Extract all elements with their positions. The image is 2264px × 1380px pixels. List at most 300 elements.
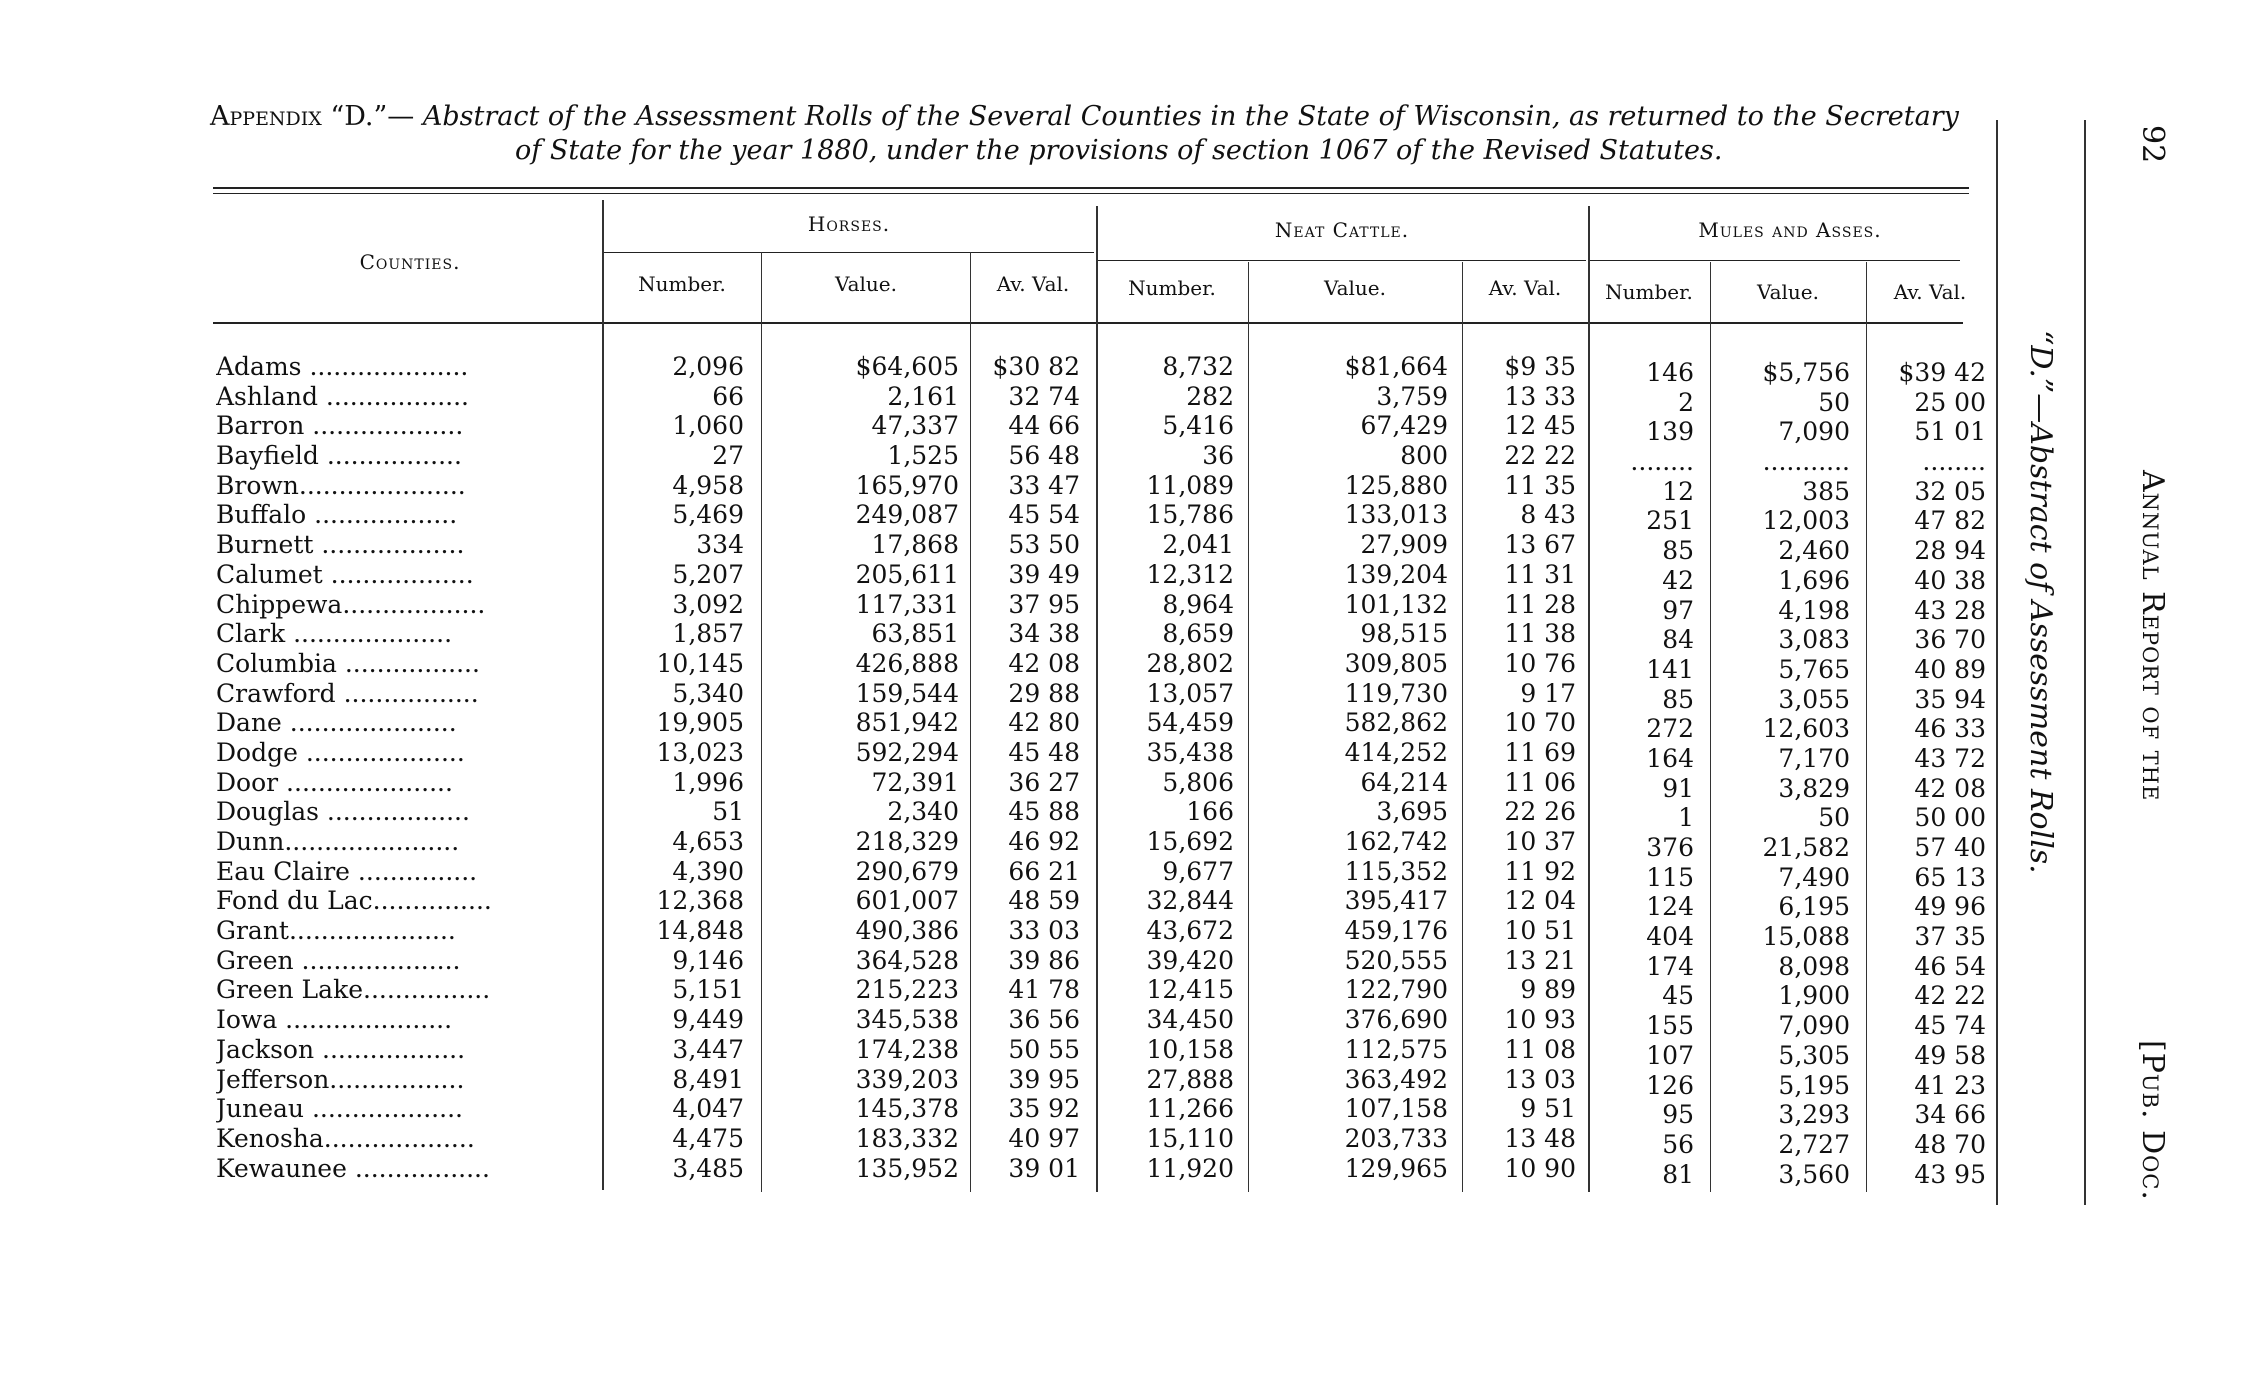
- table-cell-m-num: 95: [1662, 1100, 1694, 1130]
- table-cell-m-num: 107: [1646, 1040, 1694, 1070]
- table-cell-h-num: 3,447: [672, 1034, 744, 1064]
- table-cell-h-val: 290,679: [855, 856, 959, 886]
- table-cell-m-num: 251: [1646, 506, 1694, 536]
- mules-value-header: Value.: [1756, 280, 1819, 304]
- table-cell-county: Barron ...................: [216, 411, 464, 441]
- table-cell-h-val: 426,888: [855, 648, 959, 678]
- table-cell-county: Chippewa..................: [216, 589, 486, 619]
- table-cell-m-num: 115: [1646, 862, 1694, 892]
- table-cell-m-val: 12,603: [1762, 714, 1850, 744]
- table-cell-m-num: 81: [1662, 1159, 1694, 1189]
- table-cell-c-av: 11 06: [1504, 767, 1576, 797]
- table-cell-m-av: 34 66: [1914, 1100, 1986, 1130]
- table-cell-c-val: 520,555: [1344, 945, 1448, 975]
- table-cell-c-num: 9,677: [1162, 856, 1234, 886]
- table-cell-c-av: 11 28: [1504, 589, 1576, 619]
- table-cell-h-num: 10,145: [656, 648, 744, 678]
- cattle-header: Neat Cattle.: [1274, 218, 1410, 242]
- horses-header: Horses.: [807, 212, 891, 236]
- table-cell-h-num: 19,905: [656, 708, 744, 738]
- column-divider: [1248, 262, 1249, 1192]
- table-cell-county: Dodge ....................: [216, 737, 465, 767]
- table-cell-h-num: 3,485: [672, 1153, 744, 1183]
- table-cell-county: Grant.....................: [216, 916, 456, 946]
- table-cell-c-val: 101,132: [1344, 589, 1448, 619]
- table-cell-county: Jefferson.................: [216, 1064, 465, 1094]
- table-cell-h-val: 205,611: [855, 559, 959, 589]
- table-cell-h-av: 48 59: [1008, 886, 1080, 916]
- table-cell-m-val: 3,293: [1778, 1100, 1850, 1130]
- table-cell-m-val: 2,727: [1778, 1129, 1850, 1159]
- table-cell-county: Bayfield .................: [216, 441, 462, 471]
- table-cell-c-val: 414,252: [1344, 737, 1448, 767]
- side-abstract-label: “D.”—Abstract of Assessment Rolls.: [2023, 330, 2058, 874]
- column-divider: [761, 252, 762, 1192]
- table-cell-m-val: 385: [1802, 476, 1850, 506]
- table-cell-c-num: 11,266: [1146, 1094, 1234, 1124]
- table-cell-c-val: 125,880: [1344, 470, 1448, 500]
- table-cell-m-av: 40 89: [1914, 654, 1986, 684]
- table-cell-c-av: 9 51: [1520, 1094, 1576, 1124]
- top-rule: [213, 187, 1969, 189]
- table-cell-m-val: 7,490: [1778, 862, 1850, 892]
- table-cell-c-num: 8,964: [1162, 589, 1234, 619]
- table-cell-c-num: 2,041: [1162, 530, 1234, 560]
- counties-header: Counties.: [359, 250, 461, 274]
- table-cell-m-val: 7,090: [1778, 1011, 1850, 1041]
- table-cell-h-val: 339,203: [855, 1064, 959, 1094]
- mules-number-header: Number.: [1605, 280, 1693, 304]
- table-cell-h-av: 56 48: [1008, 441, 1080, 471]
- table-cell-c-av: 11 31: [1504, 559, 1576, 589]
- table-cell-c-num: 13,057: [1146, 678, 1234, 708]
- table-cell-h-av: 39 86: [1008, 945, 1080, 975]
- table-cell-h-num: 5,151: [672, 975, 744, 1005]
- horses-avval-header: Av. Val.: [996, 272, 1070, 296]
- table-cell-h-num: 2,096: [672, 352, 744, 381]
- table-cell-c-val: 27,909: [1360, 530, 1448, 560]
- table-cell-m-val: 3,083: [1778, 625, 1850, 655]
- table-cell-h-av: 39 01: [1008, 1153, 1080, 1183]
- table-cell-m-av: $39 42: [1898, 358, 1986, 387]
- table-cell-h-num: 4,475: [672, 1123, 744, 1153]
- table-cell-h-av: 33 03: [1008, 916, 1080, 946]
- horses-value-column: [763, 352, 959, 1183]
- table-cell-m-val: 7,090: [1778, 417, 1850, 447]
- table-cell-h-av: 44 66: [1008, 411, 1080, 441]
- mules-number-column: [1590, 358, 1694, 1189]
- table-cell-m-av: 35 94: [1914, 684, 1986, 714]
- table-cell-h-num: 9,146: [672, 945, 744, 975]
- table-cell-c-val: 115,352: [1344, 856, 1448, 886]
- table-cell-c-av: 10 90: [1504, 1153, 1576, 1183]
- table-cell-c-val: 133,013: [1344, 500, 1448, 530]
- table-cell-c-av: 10 37: [1504, 827, 1576, 856]
- table-cell-h-num: 1,996: [672, 767, 744, 797]
- table-cell-m-val: 4,198: [1778, 595, 1850, 625]
- table-cell-m-num: 12: [1662, 476, 1694, 506]
- table-cell-h-val: 490,386: [855, 916, 959, 946]
- table-cell-c-num: 15,692: [1146, 827, 1234, 856]
- table-cell-h-num: 51: [712, 797, 744, 827]
- table-cell-h-av: 36 27: [1008, 767, 1080, 797]
- table-cell-c-num: 34,450: [1146, 1005, 1234, 1035]
- table-cell-c-av: 12 04: [1504, 886, 1576, 916]
- table-cell-h-av: 32 74: [1008, 381, 1080, 411]
- table-cell-c-val: 203,733: [1344, 1123, 1448, 1153]
- table-cell-county: Iowa .....................: [216, 1005, 453, 1035]
- table-cell-h-val: 215,223: [855, 975, 959, 1005]
- table-cell-c-val: 3,695: [1376, 797, 1448, 827]
- table-cell-c-av: $9 35: [1504, 352, 1576, 381]
- table-cell-h-av: 46 92: [1008, 827, 1080, 856]
- table-cell-m-val: 5,195: [1778, 1070, 1850, 1100]
- table-cell-h-val: 592,294: [855, 737, 959, 767]
- table-cell-m-av: 43 72: [1914, 743, 1986, 773]
- mules-header: Mules and Asses.: [1698, 218, 1882, 242]
- table-cell-m-num: 139: [1646, 417, 1694, 447]
- table-cell-m-num: 97: [1662, 595, 1694, 625]
- table-cell-h-val: $64,605: [855, 352, 959, 381]
- table-cell-m-val: 3,829: [1778, 773, 1850, 803]
- table-cell-m-val: 5,305: [1778, 1040, 1850, 1070]
- table-cell-h-num: 13,023: [656, 737, 744, 767]
- table-cell-h-val: 183,332: [855, 1123, 959, 1153]
- table-cell-m-av: 48 70: [1914, 1129, 1986, 1159]
- county-column: [216, 352, 598, 1183]
- table-cell-c-av: 13 67: [1504, 530, 1576, 560]
- table-cell-m-num: 85: [1662, 536, 1694, 566]
- table-cell-h-val: 249,087: [855, 500, 959, 530]
- table-cell-county: Ashland ..................: [216, 381, 469, 411]
- table-cell-h-num: 12,368: [656, 886, 744, 916]
- table-cell-m-av: 41 23: [1914, 1070, 1986, 1100]
- table-cell-m-av: 47 82: [1914, 506, 1986, 536]
- table-cell-h-val: 174,238: [855, 1034, 959, 1064]
- table-cell-c-num: 15,786: [1146, 500, 1234, 530]
- table-cell-c-av: 11 38: [1504, 619, 1576, 649]
- table-cell-h-val: 165,970: [855, 470, 959, 500]
- page-title: [210, 100, 2000, 168]
- table-cell-c-num: 32,844: [1146, 886, 1234, 916]
- table-cell-m-val: 12,003: [1762, 506, 1850, 536]
- table-cell-county: Adams ....................: [216, 352, 469, 381]
- table-cell-c-val: 98,515: [1360, 619, 1448, 649]
- table-cell-c-av: 11 08: [1504, 1034, 1576, 1064]
- table-cell-m-av: 51 01: [1914, 417, 1986, 447]
- table-cell-c-val: 107,158: [1344, 1094, 1448, 1124]
- table-cell-m-val: ...........: [1762, 447, 1850, 477]
- appendix-label: Appendix “D.”—: [210, 101, 415, 132]
- table-cell-c-val: 800: [1400, 441, 1448, 471]
- table-cell-h-av: 42 08: [1008, 648, 1080, 678]
- table-cell-county: Kewaunee .................: [216, 1153, 490, 1183]
- right-table-border: [1996, 120, 1998, 1205]
- table-cell-m-av: 57 40: [1914, 833, 1986, 862]
- group-rule-mules: [1590, 260, 1960, 261]
- table-cell-m-val: 3,560: [1778, 1159, 1850, 1189]
- table-cell-m-av: 43 28: [1914, 595, 1986, 625]
- group-rule-cattle: [1098, 260, 1586, 261]
- table-cell-c-num: 11,089: [1146, 470, 1234, 500]
- table-cell-c-val: 162,742: [1344, 827, 1448, 856]
- table-cell-county: Dunn......................: [216, 827, 460, 856]
- table-cell-h-av: $30 82: [992, 352, 1080, 381]
- table-cell-county: Jackson ..................: [216, 1034, 466, 1064]
- table-cell-c-av: 10 76: [1504, 648, 1576, 678]
- table-cell-c-val: 376,690: [1344, 1005, 1448, 1035]
- table-cell-h-av: 66 21: [1008, 856, 1080, 886]
- title-line-1: Abstract of the Assessment Rolls of the Several Counties in the State of Wisconsin, as returned to the Secretary: [422, 101, 1959, 132]
- top-rule-2: [213, 193, 1969, 194]
- table-cell-c-num: 28,802: [1146, 648, 1234, 678]
- table-cell-h-av: 29 88: [1008, 678, 1080, 708]
- table-cell-h-num: 14,848: [656, 916, 744, 946]
- cattle-avval-column: [1464, 352, 1576, 1183]
- table-cell-m-num: 42: [1662, 565, 1694, 595]
- table-cell-c-num: 5,806: [1162, 767, 1234, 797]
- mules-avval-header: Av. Val.: [1893, 280, 1967, 304]
- table-cell-county: Kenosha...................: [216, 1123, 475, 1153]
- table-cell-county: Dane .....................: [216, 708, 457, 738]
- table-cell-m-av: 36 70: [1914, 625, 1986, 655]
- table-cell-m-num: 45: [1662, 981, 1694, 1011]
- table-cell-m-av: 42 08: [1914, 773, 1986, 803]
- cattle-value-header: Value.: [1323, 276, 1386, 300]
- cattle-avval-header: Av. Val.: [1488, 276, 1562, 300]
- table-cell-h-num: 5,207: [672, 559, 744, 589]
- page-number: 92: [2135, 125, 2170, 164]
- table-cell-h-num: 4,653: [672, 827, 744, 856]
- table-cell-c-val: 122,790: [1344, 975, 1448, 1005]
- table-cell-county: Columbia .................: [216, 648, 480, 678]
- table-cell-m-num: 164: [1646, 743, 1694, 773]
- table-cell-m-num: 2: [1678, 387, 1694, 417]
- table-cell-c-num: 35,438: [1146, 737, 1234, 767]
- table-cell-m-num: 84: [1662, 625, 1694, 655]
- table-cell-county: Fond du Lac...............: [216, 886, 492, 916]
- column-divider: [1462, 262, 1463, 1192]
- table-cell-m-av: 37 35: [1914, 922, 1986, 952]
- table-cell-c-av: 10 70: [1504, 708, 1576, 738]
- title-line-2: of State for the year 1880, under the provisions of section 1067 of the Revised Statutes.: [515, 135, 1723, 166]
- table-cell-m-val: 3,055: [1778, 684, 1850, 714]
- table-cell-h-val: 17,868: [871, 530, 959, 560]
- table-cell-c-num: 282: [1186, 381, 1234, 411]
- table-cell-c-av: 13 33: [1504, 381, 1576, 411]
- table-cell-h-num: 66: [712, 381, 744, 411]
- table-cell-c-av: 22 26: [1504, 797, 1576, 827]
- table-cell-h-num: 8,491: [672, 1064, 744, 1094]
- table-cell-m-num: 56: [1662, 1129, 1694, 1159]
- table-cell-c-num: 27,888: [1146, 1064, 1234, 1094]
- table-cell-h-val: 218,329: [855, 827, 959, 856]
- table-cell-h-av: 45 54: [1008, 500, 1080, 530]
- table-cell-c-num: 8,732: [1162, 352, 1234, 381]
- horses-number-column: [604, 352, 744, 1183]
- table-cell-m-val: 1,696: [1778, 565, 1850, 595]
- table-cell-h-av: 53 50: [1008, 530, 1080, 560]
- table-cell-c-num: 36: [1202, 441, 1234, 471]
- table-cell-m-num: 155: [1646, 1011, 1694, 1041]
- table-cell-h-av: 34 38: [1008, 619, 1080, 649]
- table-cell-county: Burnett ..................: [216, 530, 465, 560]
- column-divider: [1710, 262, 1711, 1192]
- table-cell-c-val: 3,759: [1376, 381, 1448, 411]
- table-cell-h-av: 36 56: [1008, 1005, 1080, 1035]
- table-cell-m-av: 43 95: [1914, 1159, 1986, 1189]
- table-cell-h-num: 9,449: [672, 1005, 744, 1035]
- table-cell-h-num: 4,047: [672, 1094, 744, 1124]
- page-edge-rule: [2084, 120, 2086, 1205]
- table-cell-c-av: 12 45: [1504, 411, 1576, 441]
- table-cell-m-av: 32 05: [1914, 476, 1986, 506]
- table-cell-h-val: 72,391: [871, 767, 959, 797]
- table-cell-c-val: 119,730: [1344, 678, 1448, 708]
- cattle-value-column: [1250, 352, 1448, 1183]
- table-cell-m-av: 28 94: [1914, 536, 1986, 566]
- table-cell-m-av: 45 74: [1914, 1011, 1986, 1041]
- cattle-number-column: [1098, 352, 1234, 1183]
- table-cell-h-val: 345,538: [855, 1005, 959, 1035]
- mules-avval-column: [1868, 358, 1986, 1189]
- table-cell-h-num: 3,092: [672, 589, 744, 619]
- table-cell-m-val: 7,170: [1778, 743, 1850, 773]
- table-cell-c-av: 13 21: [1504, 945, 1576, 975]
- table-cell-c-num: 43,672: [1146, 916, 1234, 946]
- table-cell-m-num: 124: [1646, 892, 1694, 922]
- table-cell-m-num: 376: [1646, 833, 1694, 862]
- table-cell-county: Eau Claire ...............: [216, 856, 478, 886]
- table-cell-m-val: 50: [1818, 387, 1850, 417]
- table-cell-h-val: 851,942: [855, 708, 959, 738]
- side-pubdoc-label: [Pub. Doc.: [2135, 1040, 2170, 1201]
- table-cell-county: Green Lake................: [216, 975, 491, 1005]
- table-cell-m-av: 42 22: [1914, 981, 1986, 1011]
- table-cell-h-num: 27: [712, 441, 744, 471]
- mules-value-column: [1712, 358, 1850, 1189]
- table-cell-m-val: 1,900: [1778, 981, 1850, 1011]
- table-cell-county: Green ....................: [216, 945, 461, 975]
- table-cell-m-av: 40 38: [1914, 565, 1986, 595]
- table-cell-m-val: 21,582: [1762, 833, 1850, 862]
- table-cell-c-av: 11 92: [1504, 856, 1576, 886]
- table-cell-h-num: 1,857: [672, 619, 744, 649]
- table-cell-county: Calumet ..................: [216, 559, 474, 589]
- table-cell-c-num: 12,312: [1146, 559, 1234, 589]
- table-cell-c-num: 8,659: [1162, 619, 1234, 649]
- horses-avval-column: [972, 352, 1080, 1183]
- table-cell-h-av: 39 95: [1008, 1064, 1080, 1094]
- table-cell-h-val: 117,331: [855, 589, 959, 619]
- table-cell-c-av: 22 22: [1504, 441, 1576, 471]
- table-cell-h-av: 50 55: [1008, 1034, 1080, 1064]
- table-cell-h-val: 2,161: [887, 381, 959, 411]
- table-cell-county: Juneau ...................: [216, 1094, 463, 1124]
- table-cell-c-av: 11 69: [1504, 737, 1576, 767]
- table-cell-c-av: 11 35: [1504, 470, 1576, 500]
- table-cell-m-val: 8,098: [1778, 951, 1850, 981]
- table-cell-m-val: $5,756: [1762, 358, 1850, 387]
- table-cell-h-av: 45 48: [1008, 737, 1080, 767]
- table-cell-c-val: 309,805: [1344, 648, 1448, 678]
- table-cell-h-num: 4,390: [672, 856, 744, 886]
- table-cell-c-num: 10,158: [1146, 1034, 1234, 1064]
- table-cell-c-num: 11,920: [1146, 1153, 1234, 1183]
- table-cell-c-val: $81,664: [1344, 352, 1448, 381]
- table-cell-c-val: 459,176: [1344, 916, 1448, 946]
- cattle-number-header: Number.: [1128, 276, 1216, 300]
- horses-number-header: Number.: [638, 272, 726, 296]
- header-bottom-rule: [213, 322, 1963, 324]
- table-cell-c-num: 12,415: [1146, 975, 1234, 1005]
- table-cell-h-val: 159,544: [855, 678, 959, 708]
- table-cell-m-av: ........: [1922, 447, 1986, 477]
- group-rule-horses: [604, 252, 1094, 253]
- table-cell-m-val: 50: [1818, 803, 1850, 833]
- table-cell-m-num: ........: [1630, 447, 1694, 477]
- table-cell-c-val: 67,429: [1360, 411, 1448, 441]
- table-cell-c-val: 129,965: [1344, 1153, 1448, 1183]
- table-cell-m-av: 49 58: [1914, 1040, 1986, 1070]
- table-cell-h-av: 41 78: [1008, 975, 1080, 1005]
- table-cell-h-num: 5,340: [672, 678, 744, 708]
- side-report-label: Annual Report of the: [2135, 470, 2170, 802]
- table-cell-c-av: 8 43: [1520, 500, 1576, 530]
- table-cell-h-num: 1,060: [672, 411, 744, 441]
- horses-value-header: Value.: [834, 272, 897, 296]
- table-cell-county: Douglas ..................: [216, 797, 470, 827]
- table-cell-county: Clark ....................: [216, 619, 453, 649]
- table-cell-h-val: 47,337: [871, 411, 959, 441]
- table-cell-c-av: 9 89: [1520, 975, 1576, 1005]
- table-cell-c-val: 582,862: [1344, 708, 1448, 738]
- table-cell-m-av: 49 96: [1914, 892, 1986, 922]
- table-cell-h-av: 45 88: [1008, 797, 1080, 827]
- table-cell-m-num: 272: [1646, 714, 1694, 744]
- table-cell-m-av: 46 33: [1914, 714, 1986, 744]
- table-cell-m-num: 146: [1646, 358, 1694, 387]
- column-divider: [970, 252, 971, 1192]
- table-cell-c-av: 13 48: [1504, 1123, 1576, 1153]
- table-cell-c-val: 139,204: [1344, 559, 1448, 589]
- table-cell-c-num: 166: [1186, 797, 1234, 827]
- table-cell-h-num: 334: [696, 530, 744, 560]
- table-cell-m-val: 6,195: [1778, 892, 1850, 922]
- table-cell-c-num: 39,420: [1146, 945, 1234, 975]
- table-cell-c-av: 13 03: [1504, 1064, 1576, 1094]
- table-cell-c-num: 54,459: [1146, 708, 1234, 738]
- table-cell-m-av: 46 54: [1914, 951, 1986, 981]
- table-cell-county: Crawford .................: [216, 678, 479, 708]
- table-cell-c-av: 10 51: [1504, 916, 1576, 946]
- table-cell-c-av: 9 17: [1520, 678, 1576, 708]
- table-cell-h-av: 33 47: [1008, 470, 1080, 500]
- table-cell-c-av: 10 93: [1504, 1005, 1576, 1035]
- table-cell-m-num: 174: [1646, 951, 1694, 981]
- table-cell-m-val: 2,460: [1778, 536, 1850, 566]
- table-cell-m-num: 91: [1662, 773, 1694, 803]
- table-cell-c-num: 5,416: [1162, 411, 1234, 441]
- table-cell-h-val: 364,528: [855, 945, 959, 975]
- table-cell-h-val: 1,525: [887, 441, 959, 471]
- table-cell-county: Door .....................: [216, 767, 453, 797]
- table-cell-h-av: 42 80: [1008, 708, 1080, 738]
- table-cell-h-val: 601,007: [855, 886, 959, 916]
- table-cell-m-av: 25 00: [1914, 387, 1986, 417]
- table-cell-h-av: 35 92: [1008, 1094, 1080, 1124]
- table-cell-h-val: 145,378: [855, 1094, 959, 1124]
